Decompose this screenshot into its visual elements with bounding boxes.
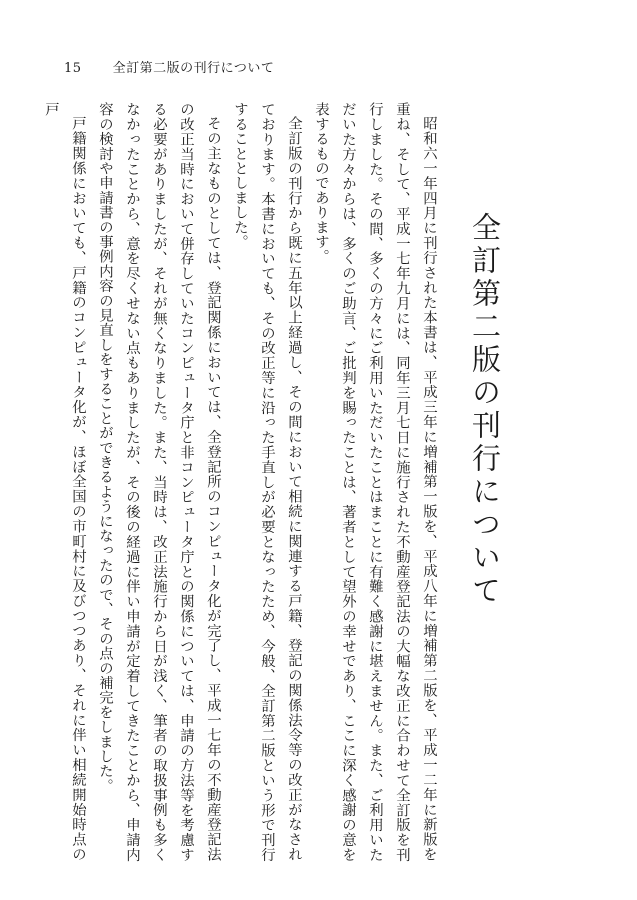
running-title: 全訂第二版の刊行について xyxy=(112,61,275,76)
body-text xyxy=(43,102,442,862)
page-number: 15 xyxy=(64,61,82,76)
running-header xyxy=(64,57,274,76)
paragraph: 昭和六一年四月に刊行された本書は、平成三年に増補第一版を、平成八年に増補第二版を、平成一二年に新版を重ね、そして、平成一七年九月には、同年三月七日に施行された不動産登記法の大幅な改正に合わせて全訂版を刊行しました。その間、多くの方々にご利用いただいたことはまことに有難く感謝に堪えません。また、ご利用いただいた方々からは、多くのご助言、ご批判を賜ったことは、著者として望外の幸せであり、ここに深く感謝の意を表するものであります。 xyxy=(313,102,437,862)
chapter-title: 全訂第二版の刊行について xyxy=(468,212,502,608)
paragraph: 全訂版の刊行から既に五年以上経過し、その間において相続に関連する戸籍、登記の関係法令等の改正がなされております。本書においても、その改正等に沿った手直しが必要となったため、今般、全訂第二版という形で刊行することとしました。 xyxy=(232,102,302,862)
paragraph: その主なものとしては、登記関係においては、全登記所のコンピュータ化が完了し、平成一七年の不動産登記法の改正当時において併存していたコンピュータ庁と非コンピュータ庁との関係については、申請の方法等を考慮する必要がありましたが、それが無くなりました。また、当時は、改正法施行から日が浅く、筆者の取扱事例も多くなかったことから、意を尽くせない点もありましたが、その後の経過に伴い申請が定着してきたことから、申請内容の検討や申請書の事例内容の見直しをすることができるようになったので、その点の補完をしました。 xyxy=(97,102,221,862)
paragraph-continued: 戸籍関係においても、戸籍のコンピュータ化が、ほぼ全国の市町村に及びつつあり、それに伴い相続開始時点の戸 xyxy=(43,102,86,862)
